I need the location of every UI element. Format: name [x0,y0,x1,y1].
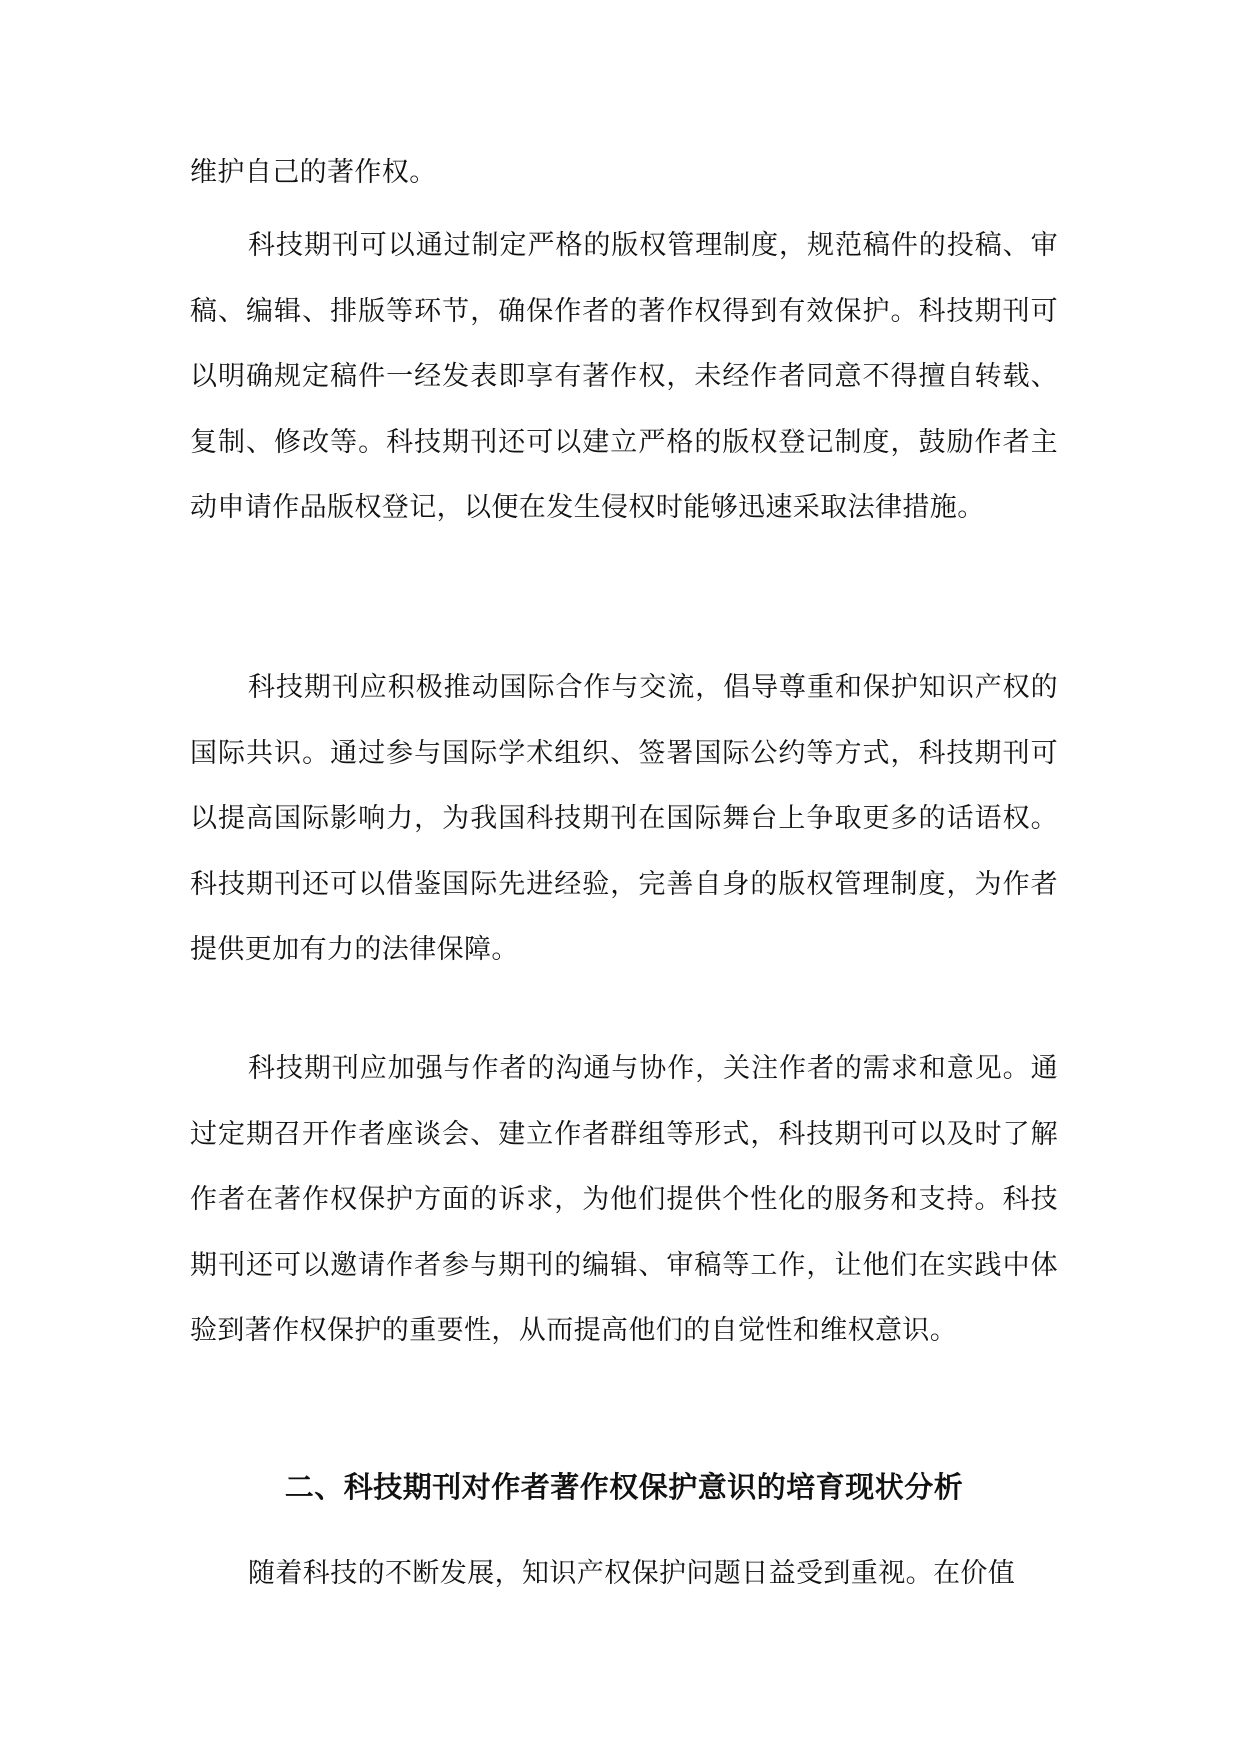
paragraph-text: 科技期刊应积极推动国际合作与交流，倡导尊重和保护知识产权的国际共识。通过参与国际学术组织、签署国际公约等方式，科技期刊可以提高国际影响力，为我国科技期刊在国际舞台上争取更多的话语权。科技期刊还可以借鉴国际先进经验，完善自身的版权管理制度，为作者提供更加有力的法律保障。 [190,672,1058,965]
continuation-line [190,140,1058,206]
paragraph-text: 科技期刊可以通过制定严格的版权管理制度，规范稿件的投稿、审稿、编辑、排版等环节，确保作者的著作权得到有效保护。科技期刊可以明确规定稿件一经发表即享有著作权，未经作者同意不得擅自转载、复制、修改等。科技期刊还可以建立严格的版权登记制度，鼓励作者主动申请作品版权登记，以便在发生侵权时能够迅速采取法律措施。 [190,230,1058,523]
paragraph-copyright-management [190,213,1058,541]
paragraph-text: 随着科技的不断发展，知识产权保护问题日益受到重视。在价值 [248,1558,1016,1589]
paragraph-international-cooperation [190,655,1058,983]
paragraph-text: 科技期刊应加强与作者的沟通与协作，关注作者的需求和意见。通过定期召开作者座谈会、建立作者群组等形式，科技期刊可以及时了解作者在著作权保护方面的诉求，为他们提供个性化的服务和支持。科技期刊还可以邀请作者参与期刊的编辑、审稿等工作，让他们在实践中体验到著作权保护的重要性，从而提高他们的自觉性和维权意识。 [190,1053,1058,1346]
paragraph-author-communication [190,1036,1058,1364]
paragraph-section-intro [190,1541,1058,1607]
paragraph-continuation: 维护自己的著作权。 [190,157,437,188]
section-heading: 二、科技期刊对作者著作权保护意识的培育现状分析 [284,1470,964,1504]
